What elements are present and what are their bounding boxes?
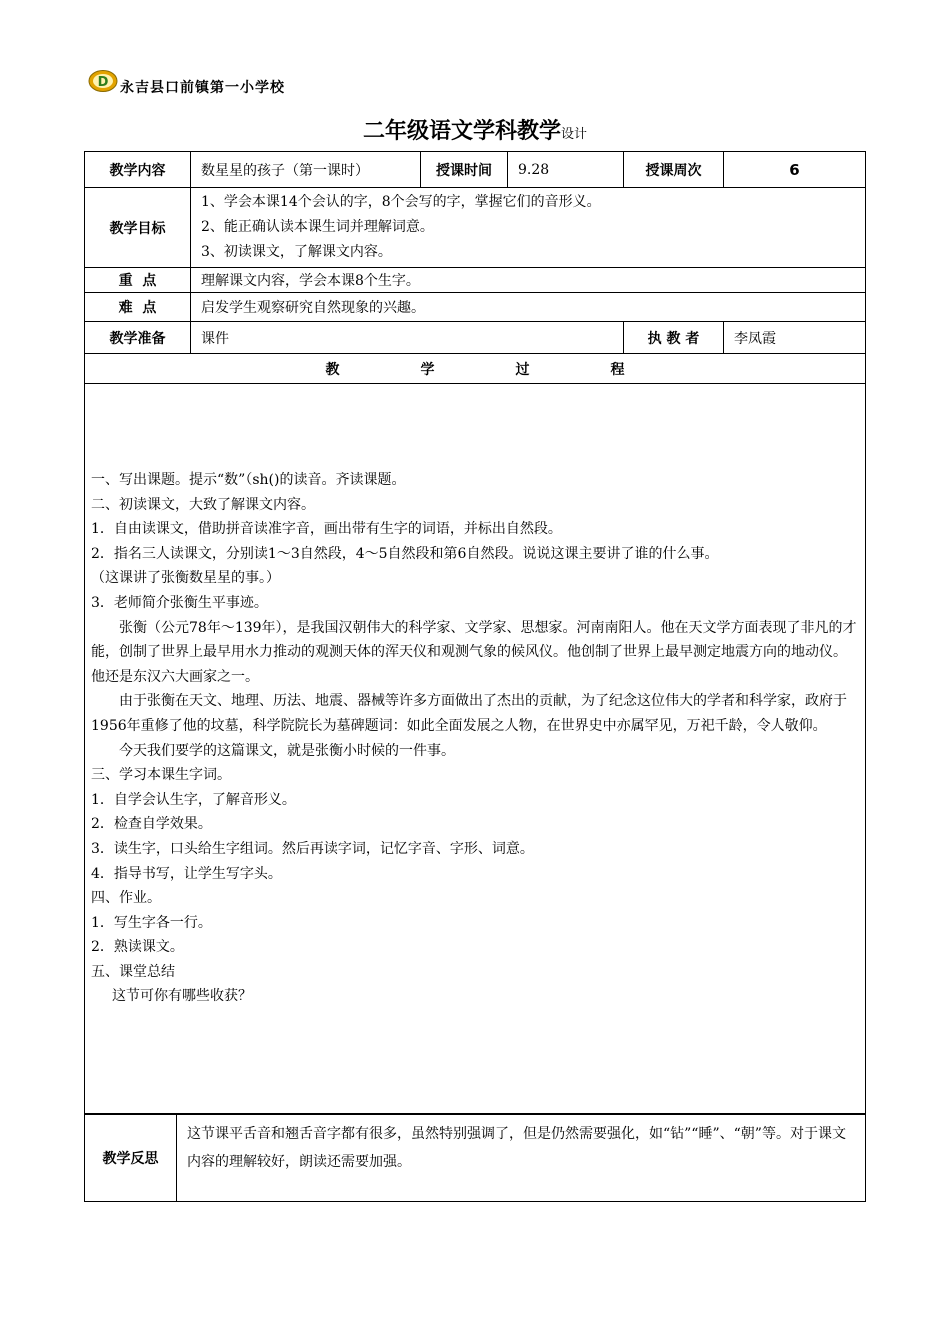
process-heading-row xyxy=(85,354,866,384)
reflection-text: 这节课平舌音和翘舌音字都有很多，虽然特别强调了，但是仍然需要强化，如“钻”“睡”、“朝”等。对于课文内容的理解较好，朗读还需要加强。 xyxy=(177,1114,866,1202)
process-body xyxy=(85,384,866,1115)
school-logo-icon xyxy=(88,69,118,93)
process-line: 1．写生字各一行。 xyxy=(91,914,212,931)
info-row-content xyxy=(85,152,866,188)
process-line: 2．指名三人读课文，分别读1～3自然段，4～5自然段和第6自然段。说说这课主要讲了谁的什么事。 xyxy=(91,545,719,562)
svg-text:D: D xyxy=(97,75,109,90)
process-line: 2．检查自学效果。 xyxy=(91,816,212,833)
time-label: 授课时间 xyxy=(421,152,508,188)
process-line: （这课讲了张衡数星星的事。） xyxy=(91,570,280,587)
process-heading-char: 程 xyxy=(610,361,625,378)
process-body-row xyxy=(85,384,866,1115)
time-value: 9.28 xyxy=(508,152,624,188)
process-line: 4．指导书写，让学生写字头。 xyxy=(91,865,282,882)
content-label: 教学内容 xyxy=(85,152,191,188)
process-line: 这节可你有哪些收获？ xyxy=(112,988,252,1005)
reflection-table xyxy=(84,1113,866,1202)
difficulty-label: 难 点 xyxy=(85,293,191,322)
process-paragraph: 今天我们要学的这篇课文，就是张衡小时候的一件事。 xyxy=(119,742,455,759)
reflection-label: 教学反思 xyxy=(85,1114,177,1202)
process-line: 四、作业。 xyxy=(91,890,161,907)
goal-item: 3、初读课文，了解课文内容。 xyxy=(201,244,392,260)
info-row-prep xyxy=(85,322,866,354)
goals-list xyxy=(191,188,866,268)
prep-label: 教学准备 xyxy=(85,322,191,354)
process-paragraph: 由于张衡在天文、地理、历法、地震、器械等许多方面做出了杰出的贡献，为了纪念这位伟大的学者和科学家，政府于1956年重修了他的坟墓，科学院院长为墓碑题词：如此全面发展之人物，在世界史中亦属罕见，万祀千龄，令人敬仰。 xyxy=(91,693,847,734)
process-heading xyxy=(85,354,866,384)
process-line: 3．老师简介张衡生平事迹。 xyxy=(91,594,268,611)
page-title xyxy=(0,114,950,145)
goal-item: 1、学会本课14个会认的字，8个会写的字，掌握它们的音形义。 xyxy=(201,194,601,210)
process-line: 三、学习本课生字词。 xyxy=(91,767,231,784)
process-line: 3．读生字，口头给生字组词。然后再读字词，记忆字音、字形、词意。 xyxy=(91,840,534,857)
process-heading-char: 教 xyxy=(325,361,340,378)
difficulty-value: 启发学生观察研究自然现象的兴趣。 xyxy=(191,293,866,322)
info-row-difficulty xyxy=(85,293,866,322)
reflection-row xyxy=(85,1114,866,1202)
prep-value: 课件 xyxy=(191,322,624,354)
week-value: 6 xyxy=(724,152,866,188)
goals-label: 教学目标 xyxy=(85,188,191,268)
info-row-goals xyxy=(85,188,866,268)
teacher-value: 李凤霞 xyxy=(724,322,866,354)
key-label: 重 点 xyxy=(85,268,191,293)
process-line: 1．自学会认生字，了解音形义。 xyxy=(91,791,296,808)
title-main: 二年级语文学科教学 xyxy=(362,119,561,144)
goal-item: 2、能正确认读本课生词并理解词意。 xyxy=(201,219,434,235)
week-label: 授课周次 xyxy=(624,152,724,188)
key-value: 理解课文内容，学会本课8个生字。 xyxy=(191,268,866,293)
process-line: 1．自由读课文，借助拼音读准字音，画出带有生字的词语，并标出自然段。 xyxy=(91,521,562,538)
process-line: 二、初读课文，大致了解课文内容。 xyxy=(91,496,315,513)
process-paragraph: 张衡（公元78年～139年），是我国汉朝伟大的科学家、文学家、思想家。河南南阳人。他在天文学方面表现了非凡的才能，创制了世界上最早用水力推动的观测天体的浑天仪和观测气象的候风仪。他创制了世界上最早测定地震方向的地动仪。他还是东汉六大画家之一。 xyxy=(91,619,857,685)
process-line: 2．熟读课文。 xyxy=(91,939,184,956)
content-value: 数星星的孩子（第一课时） xyxy=(191,152,421,188)
school-header xyxy=(88,66,285,96)
process-heading-char: 过 xyxy=(515,361,530,378)
school-name: 永吉县口前镇第一小学校 xyxy=(120,80,285,96)
process-line: 一、写出课题。提示“数”（sh()的读音。齐读课题。 xyxy=(91,472,406,488)
lesson-info-table xyxy=(84,151,866,1115)
process-line: 五、课堂总结 xyxy=(91,963,175,980)
teacher-label: 执 教 者 xyxy=(624,322,724,354)
info-row-key xyxy=(85,268,866,293)
process-heading-char: 学 xyxy=(420,361,435,378)
title-suffix: 设计 xyxy=(561,127,588,142)
